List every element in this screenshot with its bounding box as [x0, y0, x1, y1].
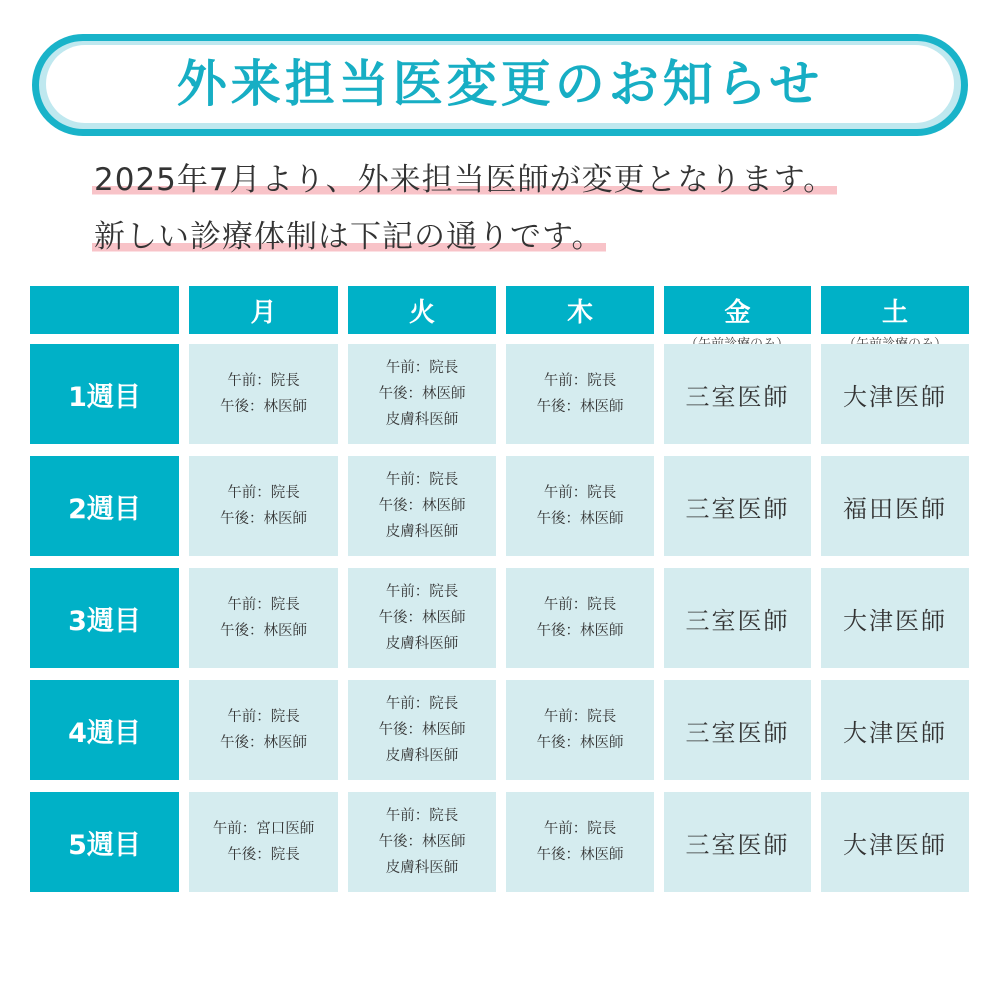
schedule-line: 午前：院長 — [227, 485, 300, 501]
header-thu: 木 — [506, 286, 654, 334]
schedule-line: 午後：林医師 — [220, 623, 307, 639]
title-banner — [46, 45, 954, 123]
cell-week4-sat — [821, 680, 969, 780]
cell-week2-fri — [664, 456, 811, 556]
cell-week3-week: 3週目 — [30, 568, 179, 668]
schedule-line: 皮膚科医師 — [385, 748, 459, 764]
doctor-name: 福田医師 — [843, 494, 947, 523]
doctor-name: 三室医師 — [685, 830, 790, 859]
cell-week5-mon — [189, 792, 338, 892]
cell-week3-mon — [189, 568, 338, 668]
page-title: 外来担当医変更のお知らせ — [176, 55, 824, 113]
doctor-name: 三室医師 — [685, 718, 790, 747]
schedule-line: 午前：院長 — [543, 485, 617, 501]
schedule-line: 皮膚科医師 — [385, 636, 459, 652]
schedule-line: 午後：林医師 — [536, 623, 624, 639]
cell-week1-sat — [821, 344, 969, 444]
schedule-line: 午前：院長 — [543, 373, 617, 389]
schedule-line: 午前：院長 — [227, 597, 300, 613]
doctor-name: 大津医師 — [843, 830, 947, 859]
schedule-line: 午後：林医師 — [378, 834, 466, 850]
cell-week5-fri — [664, 792, 811, 892]
schedule-line: 午前：院長 — [227, 709, 300, 725]
doctor-name: 三室医師 — [685, 494, 790, 523]
header-mon: 月 — [189, 286, 338, 334]
schedule-line: 午前：院長 — [385, 696, 459, 712]
schedule-line: 午後：林医師 — [378, 722, 466, 738]
cell-week3-sat — [821, 568, 969, 668]
intro-line-1 — [92, 162, 837, 199]
intro-line-2 — [92, 219, 606, 256]
schedule-line: 午前：院長 — [543, 821, 617, 837]
header-tue: 火 — [348, 286, 496, 334]
schedule-line: 午後：林医師 — [220, 735, 307, 751]
schedule-line: 午前：宮口医師 — [212, 821, 315, 837]
schedule-line: 午後：林医師 — [536, 735, 624, 751]
cell-week2-week: 2週目 — [30, 456, 179, 556]
cell-week5-tue — [348, 792, 496, 892]
cell-week1-fri — [664, 344, 811, 444]
schedule-line: 皮膚科医師 — [385, 524, 459, 540]
cell-week1-mon — [189, 344, 338, 444]
cell-week5-sat — [821, 792, 969, 892]
schedule-line: 午前：院長 — [543, 597, 617, 613]
cell-week4-fri — [664, 680, 811, 780]
cell-week3-fri — [664, 568, 811, 668]
header-sat: 土 — [821, 286, 969, 334]
schedule-line: 皮膚科医師 — [385, 860, 459, 876]
header-corner — [30, 286, 179, 334]
schedule-line: 午後：林医師 — [378, 610, 466, 626]
schedule-line: 午前：院長 — [543, 709, 617, 725]
schedule-line: 午後：林医師 — [378, 386, 466, 402]
cell-week2-thu — [506, 456, 654, 556]
cell-week4-mon — [189, 680, 338, 780]
schedule-line: 午後：林医師 — [536, 847, 624, 863]
cell-week4-week: 4週目 — [30, 680, 179, 780]
cell-week5-thu — [506, 792, 654, 892]
cell-week3-tue — [348, 568, 496, 668]
schedule-line: 午後：林医師 — [220, 511, 307, 527]
schedule-line: 午後：林医師 — [378, 498, 466, 514]
cell-week1-thu — [506, 344, 654, 444]
cell-week4-thu — [506, 680, 654, 780]
cell-week4-tue — [348, 680, 496, 780]
schedule-line: 午後：林医師 — [536, 399, 624, 415]
cell-week2-mon — [189, 456, 338, 556]
cell-week3-thu — [506, 568, 654, 668]
cell-week1-tue — [348, 344, 496, 444]
doctor-name: 三室医師 — [685, 382, 790, 411]
doctor-name: 大津医師 — [843, 718, 947, 747]
schedule-line: 午後：林医師 — [220, 399, 307, 415]
intro-text-2: 新しい診療体制は下記の通りです。 — [94, 219, 604, 255]
schedule-line: 午前：院長 — [385, 472, 459, 488]
doctor-name: 大津医師 — [843, 606, 947, 635]
cell-week2-tue — [348, 456, 496, 556]
cell-week1-week: 1週目 — [30, 344, 179, 444]
doctor-name: 三室医師 — [685, 606, 790, 635]
header-fri: 金 — [664, 286, 811, 334]
schedule-line: 午後：院長 — [227, 847, 300, 863]
schedule-line: 午後：林医師 — [536, 511, 624, 527]
schedule-line: 皮膚科医師 — [385, 412, 459, 428]
schedule-line: 午前：院長 — [227, 373, 300, 389]
schedule-line: 午前：院長 — [385, 360, 459, 376]
cell-week5-week: 5週目 — [30, 792, 179, 892]
schedule-line: 午前：院長 — [385, 808, 459, 824]
intro-text-1: 2025年7月より、外来担当医師が変更となります。 — [94, 162, 836, 198]
schedule-line: 午前：院長 — [385, 584, 459, 600]
doctor-name: 大津医師 — [843, 382, 947, 411]
cell-week2-sat — [821, 456, 969, 556]
